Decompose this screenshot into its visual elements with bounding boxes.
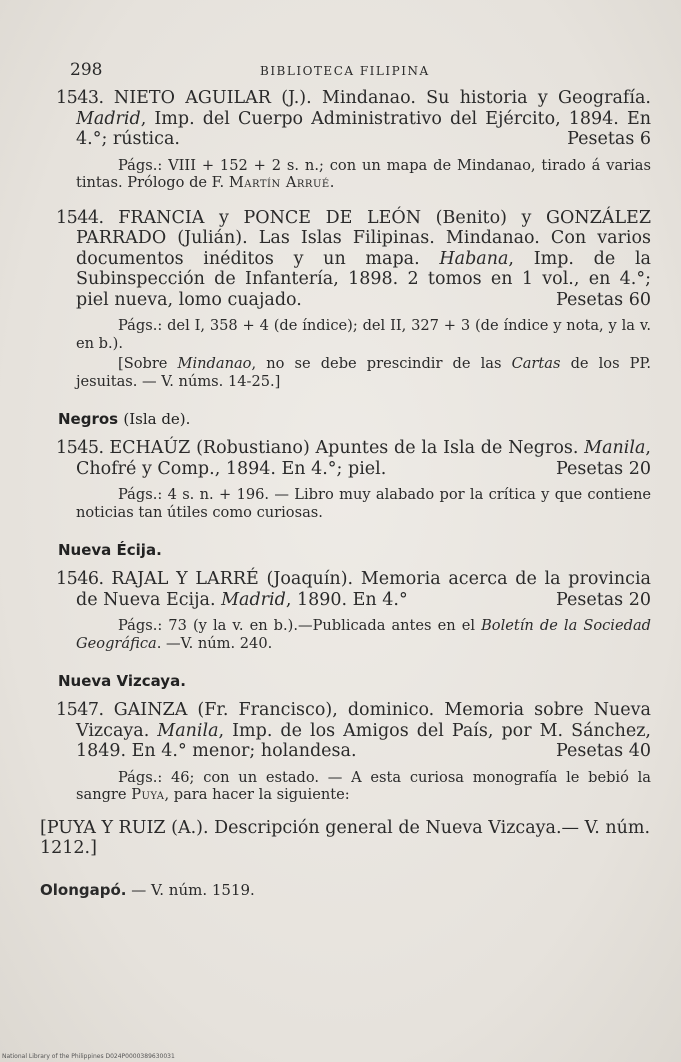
entry-main: 1547. GAINZA (Fr. Francisco), dominico. Memoria sobre Nueva Vizcaya. Manila, Imp. de los Amigos del País, por M. Sánchez, 1849. En 4.° menor; holandesa. Pesetas 40 <box>56 700 651 761</box>
scan-footer: National Library of the Philippines D024P0000389630031 <box>2 1053 175 1060</box>
entry-1547 <box>56 700 651 804</box>
entry-main: 1545. ECHAÚZ (Robustiano) Apuntes de la Isla de Negros. Manila, Chofré y Comp., 1894. En 4.°; piel. Pesetas 20 <box>56 438 651 479</box>
section-heading-nueva-vizcaya: Nueva Vizcaya. <box>58 672 186 690</box>
entry-main: 1543. NIETO AGUILAR (J.). Mindanao. Su historia y Geografía. Madrid, Imp. del Cuerpo Administrativo del Ejército, 1894. En 4.°; rústica. Pesetas 6 <box>56 88 651 149</box>
entry-1545 <box>56 438 651 521</box>
page-body <box>0 88 681 899</box>
entry-1544 <box>56 207 652 391</box>
entry-main: 1544. FRANCIA y PONCE DE LEÓN (Benito) y GONZÁLEZ PARRADO (Julián). Las Islas Filipinas. Mindanao. Con varios documentos inéditos y un mapa. Habana, Imp. de la Subinspección de Infantería, 1898. 2 tomos en 1 vol., en 4.°; piel nueva, lomo cuajado. Pesetas 60 <box>56 207 652 310</box>
olongapo-reference: Olongapó. — V. núm. 1519. <box>40 880 255 899</box>
running-header <box>0 58 681 82</box>
page-number: 298 <box>70 60 103 80</box>
entry-1543 <box>56 88 651 192</box>
cross-reference-puya: [PUYA Y RUIZ (A.). Descripción general de Nueva Vizcaya.— V. núm. 1212.] <box>40 817 651 858</box>
entry-note: Págs.: 4 s. n. + 196. — Libro muy alabado por la crítica y que contiene noticias tan útiles como curiosas. <box>76 486 651 521</box>
entry-note-secondary: [Sobre Mindanao, no se debe prescindir de las Cartas de los PP. jesuitas. — V. núms. 14-25.] <box>76 355 651 390</box>
price: Pesetas 20 <box>556 589 651 610</box>
entry-main: 1546. RAJAL Y LARRÉ (Joaquín). Memoria acerca de la provincia de Nueva Ecija. Madrid, 1890. En 4.° Pesetas 20 <box>56 569 651 610</box>
entry-1546 <box>56 569 651 652</box>
price: Pesetas 40 <box>556 741 651 761</box>
price: Pesetas 60 <box>556 289 651 310</box>
section-heading-negros: Negros (Isla de). <box>58 410 191 428</box>
section-heading-nueva-ecija: Nueva Écija. <box>58 541 162 559</box>
running-title: BIBLIOTECA FILIPINA <box>260 64 430 78</box>
entry-note: Págs.: VIII + 152 + 2 s. n.; con un mapa de Mindanao, tirado á varias tintas. Prólogo de F. Martín Arrué. <box>76 156 651 191</box>
price: Pesetas 20 <box>556 458 651 479</box>
entry-note: Págs.: 73 (y la v. en b.).—Publicada antes en el Boletín de la Sociedad Geográfica. —V. núm. 240. <box>76 617 651 652</box>
entry-note: Págs.: 46; con un estado. — A esta curiosa monografía le bebió la sangre Puya, para hacer la siguiente: <box>76 768 651 803</box>
entry-note: Págs.: del I, 358 + 4 (de índice); del II, 327 + 3 (de índice y nota, y la v. en b.). <box>76 317 651 352</box>
price: Pesetas 6 <box>567 129 651 149</box>
